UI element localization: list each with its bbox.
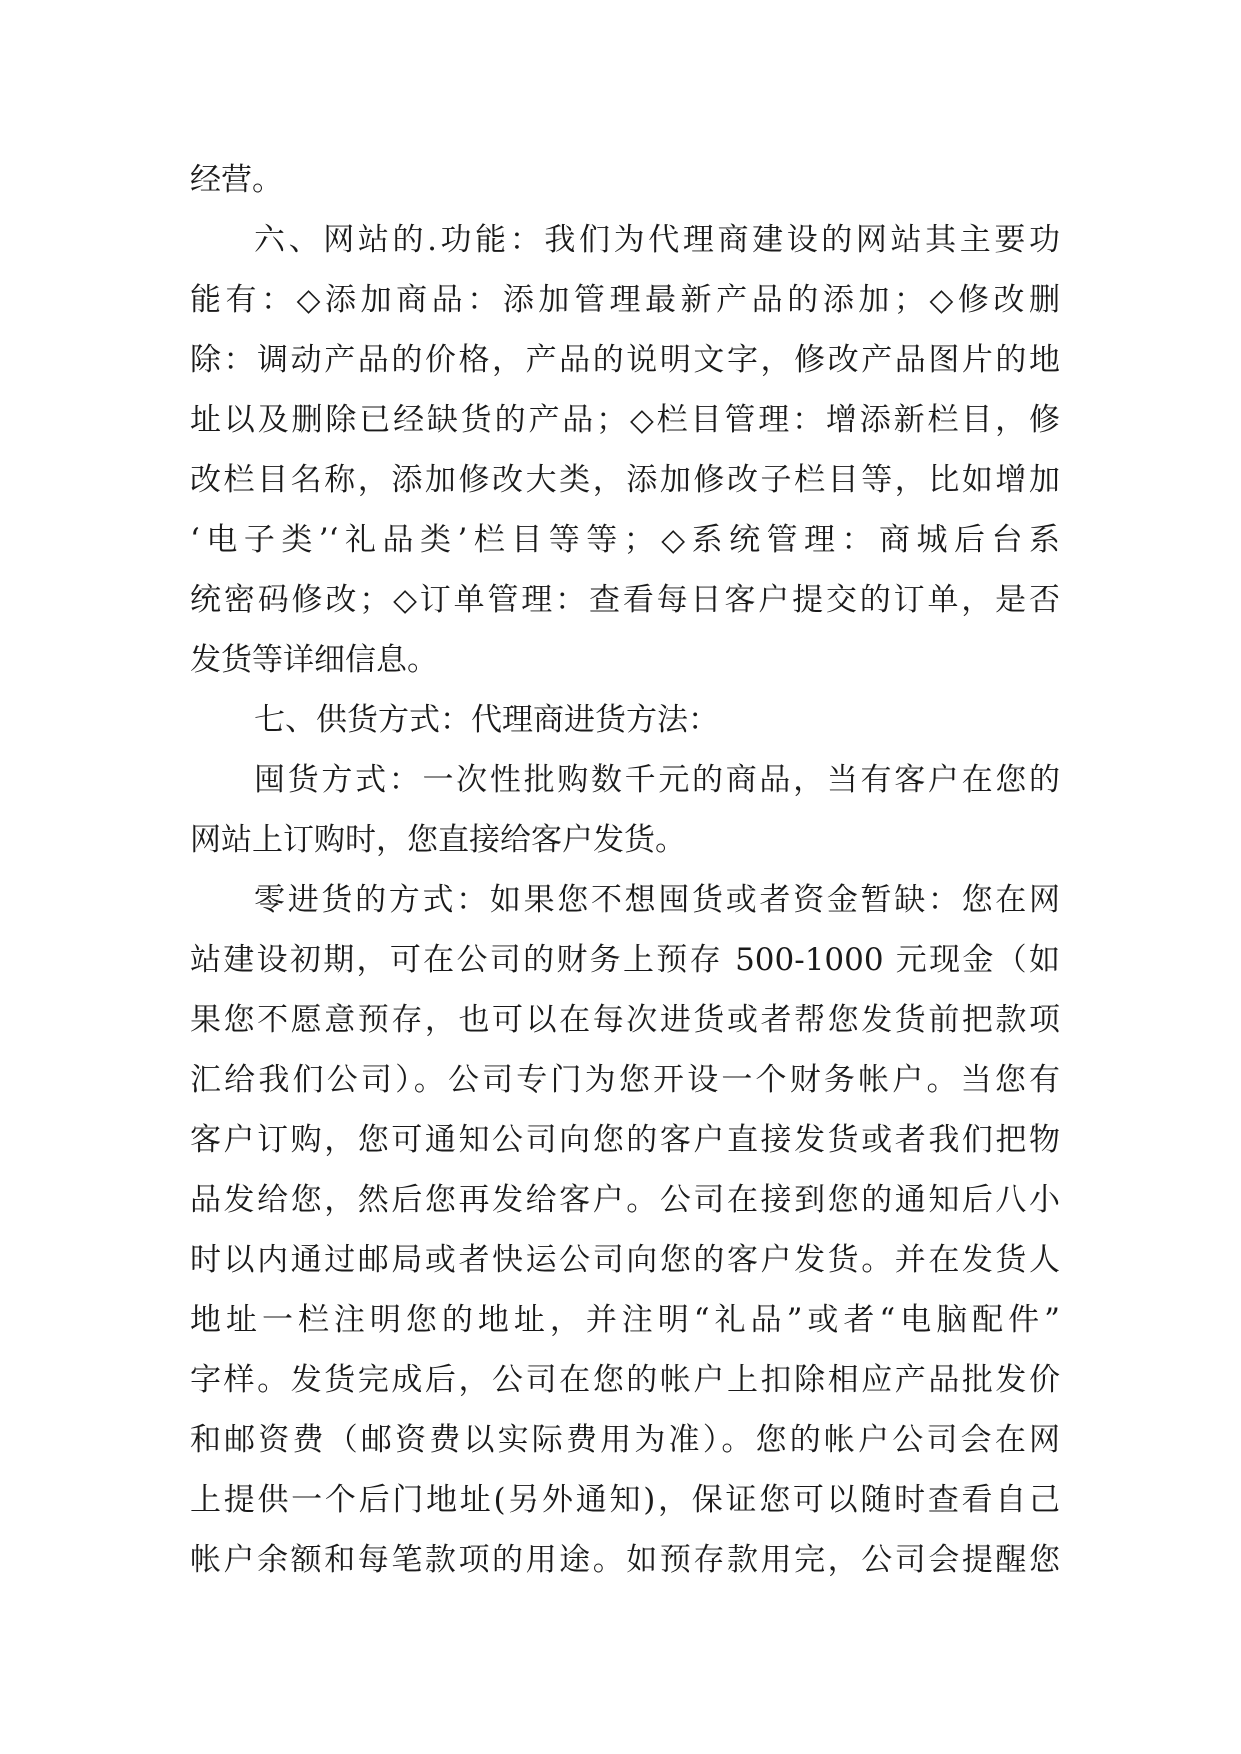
text-line: 除：调动产品的价格，产品的说明文字，修改产品图片的地 xyxy=(190,342,1060,378)
text-line: 址以及删除已经缺货的产品；◇栏目管理：增添新栏目，修 xyxy=(190,402,1060,438)
text-line: 统密码修改；◇订单管理：查看每日客户提交的订单，是否 xyxy=(190,582,1060,618)
text-line: 七、供货方式：代理商进货方法： xyxy=(254,702,719,738)
document-body xyxy=(190,150,1060,1590)
text-line: 客户订购，您可通知公司向您的客户直接发货或者我们把物 xyxy=(190,1122,1060,1158)
text-line: 网站上订购时，您直接给客户发货。 xyxy=(190,822,686,858)
text-line: 果您不愿意预存，也可以在每次进货或者帮您发货前把款项 xyxy=(190,1002,1060,1038)
text-line: 时以内通过邮局或者快运公司向您的客户发货。并在发货人 xyxy=(190,1242,1060,1278)
text-line: 站建设初期，可在公司的财务上预存 500-1000 元现金（如 xyxy=(190,942,1060,978)
text-line: 品发给您，然后您再发给客户。公司在接到您的通知后八小 xyxy=(190,1182,1060,1218)
text-line: 囤货方式：一次性批购数千元的商品，当有客户在您的 xyxy=(254,762,1060,798)
text-line: 零进货的方式：如果您不想囤货或者资金暂缺：您在网 xyxy=(254,882,1060,918)
text-line: 能有：◇添加商品：添加管理最新产品的添加；◇修改删 xyxy=(190,282,1060,318)
text-line: 发货等详细信息。 xyxy=(190,642,438,678)
text-line: 改栏目名称，添加修改大类，添加修改子栏目等，比如增加 xyxy=(190,462,1060,498)
text-line: 经营。 xyxy=(190,162,283,198)
text-line: 字样。发货完成后，公司在您的帐户上扣除相应产品批发价 xyxy=(190,1362,1060,1398)
text-line: 和邮资费（邮资费以实际费用为准）。您的帐户公司会在网 xyxy=(190,1422,1060,1458)
text-line: 上提供一个后门地址(另外通知)，保证您可以随时查看自己 xyxy=(190,1482,1060,1518)
text-line: 汇给我们公司）。公司专门为您开设一个财务帐户。当您有 xyxy=(190,1062,1060,1098)
text-line: 六、网站的.功能：我们为代理商建设的网站其主要功 xyxy=(254,222,1060,258)
text-line: 地址一栏注明您的地址，并注明“礼品”或者“电脑配件” xyxy=(190,1302,1060,1338)
text-line: 帐户余额和每笔款项的用途。如预存款用完，公司会提醒您 xyxy=(190,1542,1060,1578)
text-line: ‘电子类’‘礼品类’栏目等等；◇系统管理：商城后台系 xyxy=(190,522,1060,558)
